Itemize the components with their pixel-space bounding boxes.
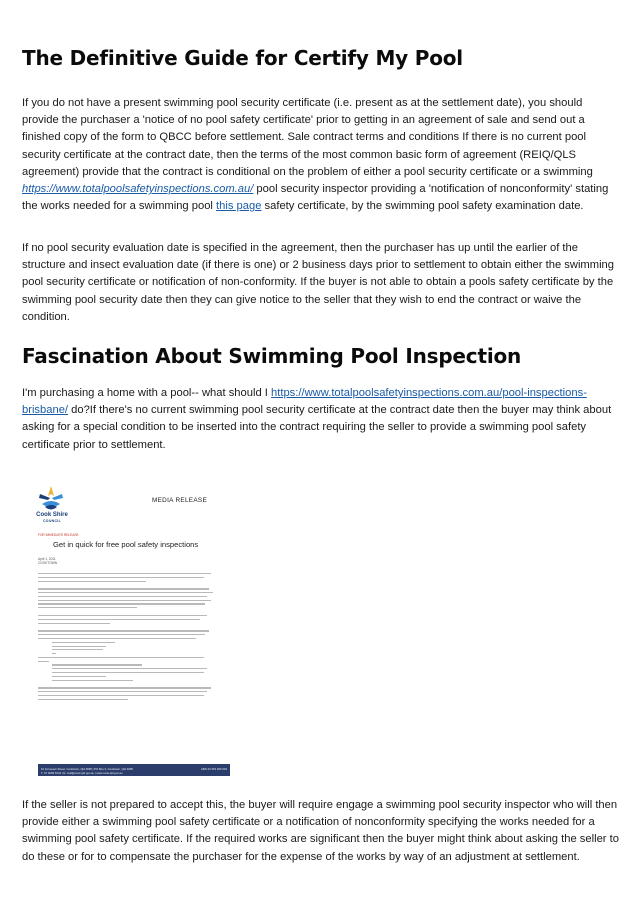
council-name-text: Cook Shire bbox=[36, 512, 68, 518]
release-headline: Get in quick for free pool safety inspections bbox=[53, 540, 199, 549]
release-date-line: April 1, 2011 bbox=[38, 557, 56, 561]
paragraph-3-text-a: I'm purchasing a home with a pool-- what should I bbox=[22, 387, 272, 399]
page-title: The Definitive Guide for Certify My Pool bbox=[22, 46, 463, 70]
cook-shire-logo-icon bbox=[36, 484, 66, 514]
release-body-text bbox=[38, 573, 218, 702]
footer-contact: T: 07 4069 5444 | E: mail@cook.qld.gov.au | www.cook.qld.gov.au bbox=[41, 771, 123, 775]
paragraph-2: If no pool security evaluation date is specified in the agreement, then the purchaser has up until the earlier of the structure and insect evaluation date (if there is one) or 2 business days prior to settlement to obtain either the swimming pool security certificate or notification of non-conformity. If the buyer is not able to obtain a pools safety certificate by the swimming pool security date then they can give notice to the seller that they wish to end the contract or waive the condition. bbox=[22, 242, 614, 323]
footer-abn: ABN 43 354 925 604 bbox=[201, 767, 227, 771]
council-name bbox=[32, 512, 72, 524]
council-sub-text: COUNCIL bbox=[42, 519, 62, 523]
release-date bbox=[38, 557, 57, 565]
pool-inspections-brisbane-link[interactable]: https://www.totalpoolsafetyinspections.com.au/pool-inspections-brisbane/ bbox=[22, 387, 587, 417]
total-pool-safety-link[interactable]: https://www.totalpoolsafetyinspections.com.au/ bbox=[22, 183, 254, 196]
paragraph-3-text-b: do?If there's no current swimming pool security certificate at the contract date then the buyer may think about asking for a special condition to be inserted into the contract requiring the seller to provide a swimming pool safety certificate prior to settlement. bbox=[22, 404, 612, 451]
section-heading: Fascination About Swimming Pool Inspection bbox=[22, 344, 522, 368]
paragraph-1-text-c: safety certificate, by the swimming pool safety examination date. bbox=[261, 200, 584, 213]
media-release-title: MEDIA RELEASE bbox=[152, 497, 208, 504]
paragraph-4: If the seller is not prepared to accept this, the buyer will require engage a swimming pool security inspector who will then provide either a swimming pool safety certificate or a notification of nonconformity specifying the works needed for a swimming pool safety certificate. If the required works are significant then the buyer might think about asking the seller to do these or for to compensate the purchaser for the expense of the works by way of an adjustment at settlement. bbox=[22, 799, 619, 863]
paragraph-1-text-b: pool security inspector providing a 'notification of nonconformity' stating the works needed for a swimming pool bbox=[22, 183, 609, 213]
paragraph-1-text-a: If you do not have a present swimming pool security certificate (i.e. present as at the settlement date), you should provide the purchaser a 'notice of no pool safety certificate' prior to getting in an agreement of sale and send out a finished copy of the form to QBCC before settlement. Sale contract terms and conditions If there is no current pool security certificate at the contract date, then the terms of the most common basic form of agreement (REIQ/QLS agreement) provide that the contract is conditional on the problem of either a pool security certificate or a swimming bbox=[22, 97, 593, 178]
paragraph-3 bbox=[22, 385, 622, 454]
media-release-image bbox=[22, 476, 234, 778]
release-location-line: COOKTOWN bbox=[38, 561, 58, 565]
paragraph-1 bbox=[22, 95, 622, 215]
release-footer bbox=[38, 764, 230, 776]
release-tagline: FOR IMMEDIATE RELEASE bbox=[38, 533, 79, 537]
footer-address: 10 Furneaux Street, Cooktown, Qld 4895 | PO Box 3, Cooktown, Qld 4895 bbox=[41, 767, 133, 771]
this-page-link[interactable]: this page bbox=[216, 200, 262, 213]
